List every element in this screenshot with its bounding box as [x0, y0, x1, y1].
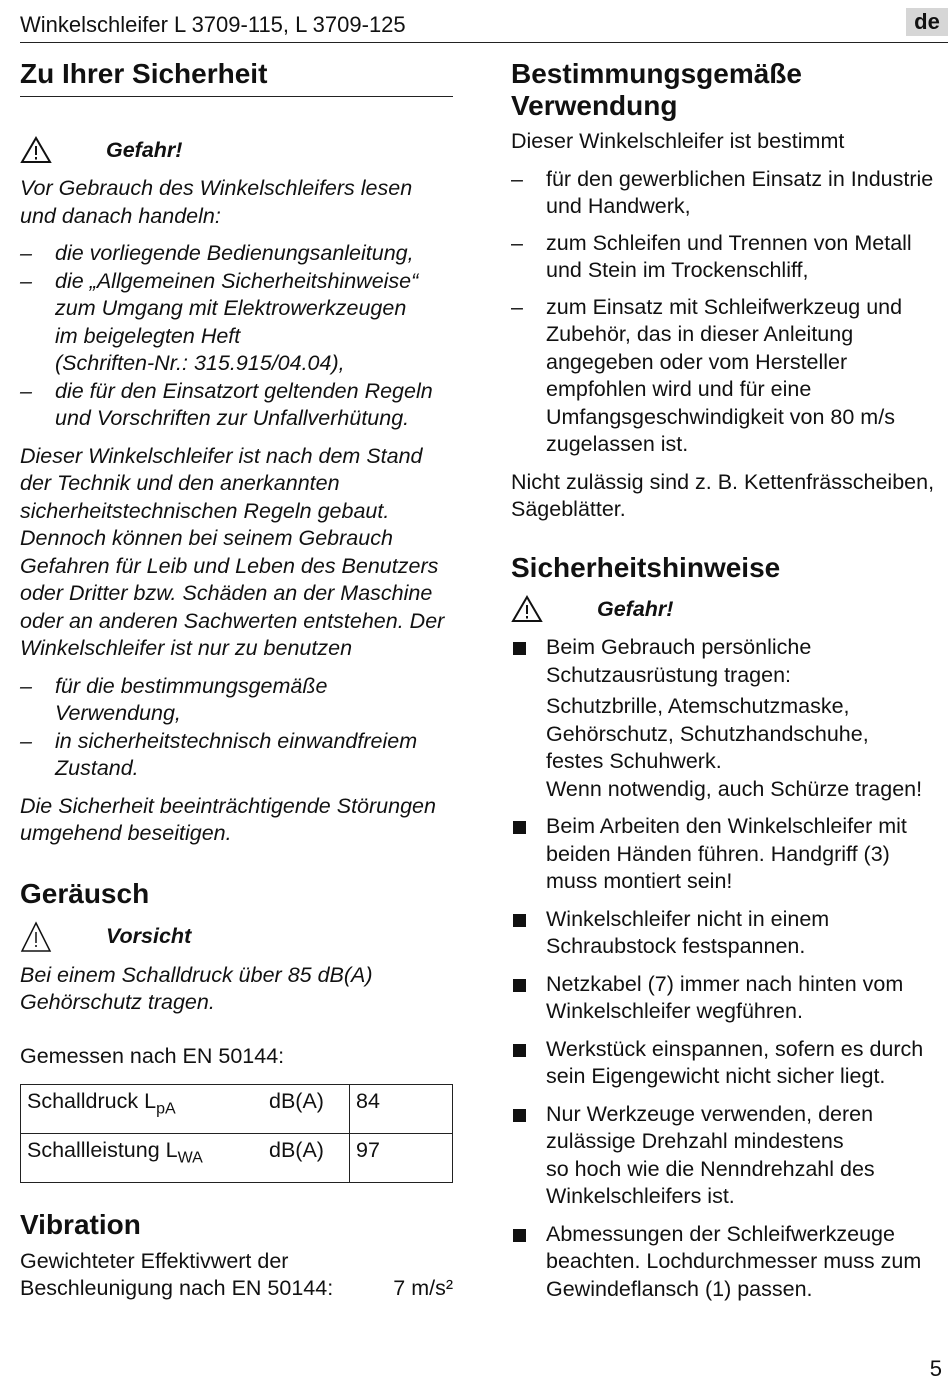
square-bullet-icon — [513, 1109, 526, 1122]
square-bullet-icon — [513, 1229, 526, 1242]
page-number: 5 — [929, 1356, 942, 1381]
list-item: Beim Gebrauch persönliche Schutzausrüstung tragen: Schutzbrille, Atemschutzmaske, Gehörschutz, Schutzhandschuhe, festes Schuhwerk. Wenn notwendig, auch Schürze tragen! — [511, 634, 943, 803]
caution-warning — [20, 922, 453, 952]
list-item: – für die bestimmungsgemäße Verwendung, — [20, 673, 328, 726]
danger-intro: Vor Gebrauch des Winkelschleifers lesen und danach handeln: — [20, 176, 413, 228]
use-list — [20, 673, 453, 783]
list-item: Werkstück einspannen, sofern es durch sein Eigengewicht nicht sicher liegt. — [511, 1036, 943, 1091]
warning-triangle-icon — [20, 136, 52, 164]
list-item: Nur Werkzeuge verwenden, deren zulässige Drehzahl mindestens so hoch wie die Nenndrehzahl des Winkelschleifers ist. — [511, 1101, 943, 1211]
not-allowed-text: Nicht zulässig sind z. B. Kettenfrässcheiben, Sägeblätter. — [511, 469, 935, 522]
vibration-line-2: Beschleunigung nach EN 50144: — [20, 1276, 334, 1301]
list-item: – die „Allgemeinen Sicherheitshinweise“ zum Umgang mit Elektrowerkzeugen im beigelegten Heft (Schriften-Nr.: 315.915/04.04), — [20, 268, 419, 376]
purpose-intro: Dieser Winkelschleifer ist bestimmt — [511, 129, 845, 154]
list-item: – zum Schleifen und Trennen von Metall und Stein im Trockenschliff, — [511, 230, 912, 283]
vibration-line-1: Gewichteter Effektivwert der — [20, 1248, 289, 1273]
square-bullet-icon — [513, 914, 526, 927]
caution-triangle-icon — [20, 921, 52, 953]
table-row: Schalldruck $L_{pA}$ dB(A) 84 — [21, 1085, 453, 1134]
page-header — [20, 8, 948, 43]
header-title: Winkelschleifer L 3709-115, L 3709-125 — [20, 12, 406, 37]
square-bullet-icon — [513, 979, 526, 992]
list-item: – für den gewerblichen Einsatz in Industrie und Handwerk, — [511, 166, 934, 219]
vibration-value: 7 m/s² — [393, 1276, 453, 1301]
list-item: – die für den Einsatzort geltenden Regeln und Vorschriften zur Unfallverhütung. — [20, 378, 433, 431]
list-item: Winkelschleifer nicht in einem Schraubstock festspannen. — [511, 906, 943, 961]
caution-text: Bei einem Schalldruck über 85 dB(A) Gehörschutz tragen. — [20, 962, 373, 1015]
safety-notes-list — [511, 634, 943, 1303]
section-title-vibration: Vibration — [20, 1209, 141, 1241]
section-title-safety: Zu Ihrer Sicherheit — [20, 58, 453, 97]
table-row: Schallleistung $L_{WA}$ dB(A) 97 — [21, 1134, 453, 1183]
list-item: Beim Arbeiten den Winkelschleifer mit beiden Händen führen. Handgriff (3) muss montiert sein! — [511, 813, 943, 896]
read-list — [20, 240, 453, 433]
caution-label: Vorsicht — [106, 924, 192, 949]
list-item: – die vorliegende Bedienungsanleitung, — [20, 241, 414, 266]
square-bullet-icon — [513, 642, 526, 655]
warning-triangle-icon — [511, 595, 543, 623]
square-bullet-icon — [513, 1044, 526, 1057]
right-column — [511, 58, 943, 1313]
faults-paragraph: Die Sicherheit beeinträchtigende Störungen umgehend beseitigen. — [20, 793, 436, 846]
measured-label: Gemessen nach EN 50144: — [20, 1043, 285, 1068]
list-item: – zum Einsatz mit Schleifwerkzeug und Zubehör, das in dieser Anleitung angegeben oder vom Hersteller empfohlen wird und für eine Umfangsgeschwindigkeit von 80 m/s zugelassen ist. — [511, 294, 903, 457]
list-item: Abmessungen der Schleifwerkzeuge beachten. Lochdurchmesser muss zum Gewindeflansch (1) passen. — [511, 1221, 943, 1304]
purpose-list — [511, 166, 943, 459]
danger-warning — [20, 135, 453, 165]
state-paragraph: Dieser Winkelschleifer ist nach dem Stand der Technik und den anerkannten sicherheitstechnischen Regeln gebaut. Dennoch können bei seinem Gebrauch Gefahren für Leib und Leben des Benutzers oder Dritter bzw. Schäden an der Maschine oder an anderen Sachwerten entstehen. Der Winkelschleifer ist nur zu benutzen — [20, 443, 445, 661]
list-item: Netzkabel (7) immer nach hinten vom Winkelschleifer wegführen. — [511, 971, 943, 1026]
section-title-noise: Geräusch — [20, 877, 150, 909]
section-title-safety-notes: Sicherheitshinweise — [511, 551, 781, 583]
vibration-row — [20, 1275, 453, 1303]
danger-label: Gefahr! — [106, 137, 183, 162]
noise-table — [20, 1084, 453, 1183]
square-bullet-icon — [513, 821, 526, 834]
danger-warning-right — [511, 594, 943, 624]
left-column — [20, 58, 453, 1303]
language-badge: de — [906, 8, 948, 36]
list-item: – in sicherheitstechnisch einwandfreiem Zustand. — [20, 728, 418, 781]
section-title-purpose: Bestimmungsgemäße Verwendung — [511, 58, 802, 122]
danger-label: Gefahr! — [597, 596, 674, 621]
